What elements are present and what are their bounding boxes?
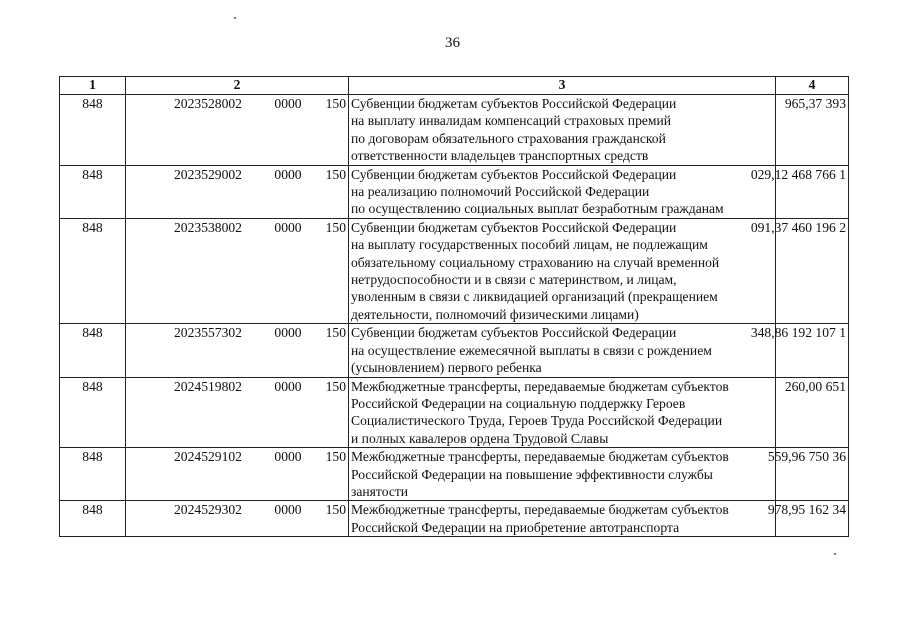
amount bbox=[776, 377, 849, 448]
code-main: 2024529302 bbox=[174, 502, 242, 518]
admin-code: 848 bbox=[60, 218, 126, 323]
code-program: 0000 bbox=[274, 166, 302, 182]
amount bbox=[750, 218, 849, 323]
admin-code: 848 bbox=[60, 324, 126, 377]
code-program: 0000 bbox=[274, 325, 302, 341]
code-kosgu: 150 bbox=[325, 166, 346, 182]
code-kosgu: 150 bbox=[325, 449, 346, 465]
amount-value: 651 260,00 bbox=[784, 378, 846, 394]
code-kosgu: 150 bbox=[325, 325, 346, 341]
budget-classification-code bbox=[126, 165, 349, 218]
revenue-description: Субвенции бюджетам субъектов Российской Федерации на осуществление ежемесячной выплаты в связи с рождением (усыновлением) первого ребенка bbox=[349, 324, 776, 377]
code-main: 2024529102 bbox=[174, 449, 242, 465]
code-main: 2023538002 bbox=[174, 219, 242, 235]
amount-value: 36 750 559,96 bbox=[767, 449, 846, 465]
table-row bbox=[60, 165, 849, 218]
amount-value: 2 196 460 091,37 bbox=[750, 219, 846, 235]
column-header-3: 3 bbox=[349, 77, 776, 95]
budget-classification-code bbox=[126, 324, 349, 377]
amount-value: 1 107 192 348,86 bbox=[750, 325, 846, 341]
code-program: 0000 bbox=[274, 502, 302, 518]
budget-classification-code bbox=[126, 377, 349, 448]
table-row bbox=[60, 218, 849, 323]
table-row bbox=[60, 377, 849, 448]
amount-value: 393 965,37 bbox=[784, 96, 846, 111]
code-program: 0000 bbox=[274, 96, 302, 111]
code-program: 0000 bbox=[274, 378, 302, 394]
code-program: 0000 bbox=[274, 219, 302, 235]
code-main: 2023529002 bbox=[174, 166, 242, 182]
revenue-description: Межбюджетные трансферты, передаваемые бюджетам субъектов Российской Федерации на приобретение автотранспорта bbox=[349, 501, 776, 537]
code-kosgu: 150 bbox=[325, 96, 346, 111]
budget-revenue-table bbox=[59, 76, 849, 537]
table-row bbox=[60, 95, 849, 166]
amount bbox=[767, 501, 849, 537]
code-main: 2023528002 bbox=[174, 96, 242, 111]
code-kosgu: 150 bbox=[325, 219, 346, 235]
amount bbox=[767, 448, 849, 501]
table-row bbox=[60, 501, 849, 537]
admin-code: 848 bbox=[60, 501, 126, 537]
admin-code: 848 bbox=[60, 95, 126, 166]
code-main: 2024519802 bbox=[174, 378, 242, 394]
amount bbox=[776, 95, 849, 166]
budget-classification-code bbox=[126, 501, 349, 537]
admin-code: 848 bbox=[60, 377, 126, 448]
revenue-description: Межбюджетные трансферты, передаваемые бюджетам субъектов Российской Федерации на повышение эффективности службы занятости bbox=[349, 448, 776, 501]
budget-classification-code bbox=[126, 95, 349, 166]
code-main: 2023557302 bbox=[174, 325, 242, 341]
revenue-description: Межбюджетные трансферты, передаваемые бюджетам субъектов Российской Федерации на социальную поддержку Героев Социалистического Труда, Героев Труда Российской Федерации и полных кавалеров ордена Трудовой Славы bbox=[349, 377, 776, 448]
table-row bbox=[60, 324, 849, 377]
amount bbox=[750, 324, 849, 377]
page-number: 36 bbox=[445, 35, 460, 51]
admin-code: 848 bbox=[60, 165, 126, 218]
scan-speck bbox=[234, 17, 236, 19]
column-header-2: 2 bbox=[126, 77, 349, 95]
revenue-description: Субвенции бюджетам субъектов Российской Федерации на выплату инвалидам компенсаций страховых премий по договорам обязательного страхования гражданской ответственности владельцев транспортных средств bbox=[349, 95, 776, 166]
table-header-row bbox=[60, 77, 849, 95]
scan-speck bbox=[834, 553, 836, 555]
revenue-description: Субвенции бюджетам субъектов Российской Федерации на реализацию полномочий Российской Федерации по осуществлению социальных выплат безработным гражданам bbox=[349, 165, 776, 218]
column-header-1: 1 bbox=[60, 77, 126, 95]
code-kosgu: 150 bbox=[325, 378, 346, 394]
code-program: 0000 bbox=[274, 449, 302, 465]
amount-value: 34 162 978,95 bbox=[767, 502, 846, 518]
code-kosgu: 150 bbox=[325, 502, 346, 518]
amount bbox=[750, 165, 849, 218]
budget-classification-code bbox=[126, 448, 349, 501]
budget-classification-code bbox=[126, 218, 349, 323]
admin-code: 848 bbox=[60, 448, 126, 501]
column-header-4: 4 bbox=[776, 77, 849, 95]
revenue-description: Субвенции бюджетам субъектов Российской Федерации на выплату государственных пособий лицам, не подлежащим обязательному социальному страхованию на случай временной нетрудоспособности и в связи с материнством, и лицам, уволенным в связи с ликвидацией организаций (прекращением деятельности, полномочий физическими лицами) bbox=[349, 218, 776, 323]
table-row bbox=[60, 448, 849, 501]
amount-value: 1 766 468 029,12 bbox=[750, 166, 846, 182]
